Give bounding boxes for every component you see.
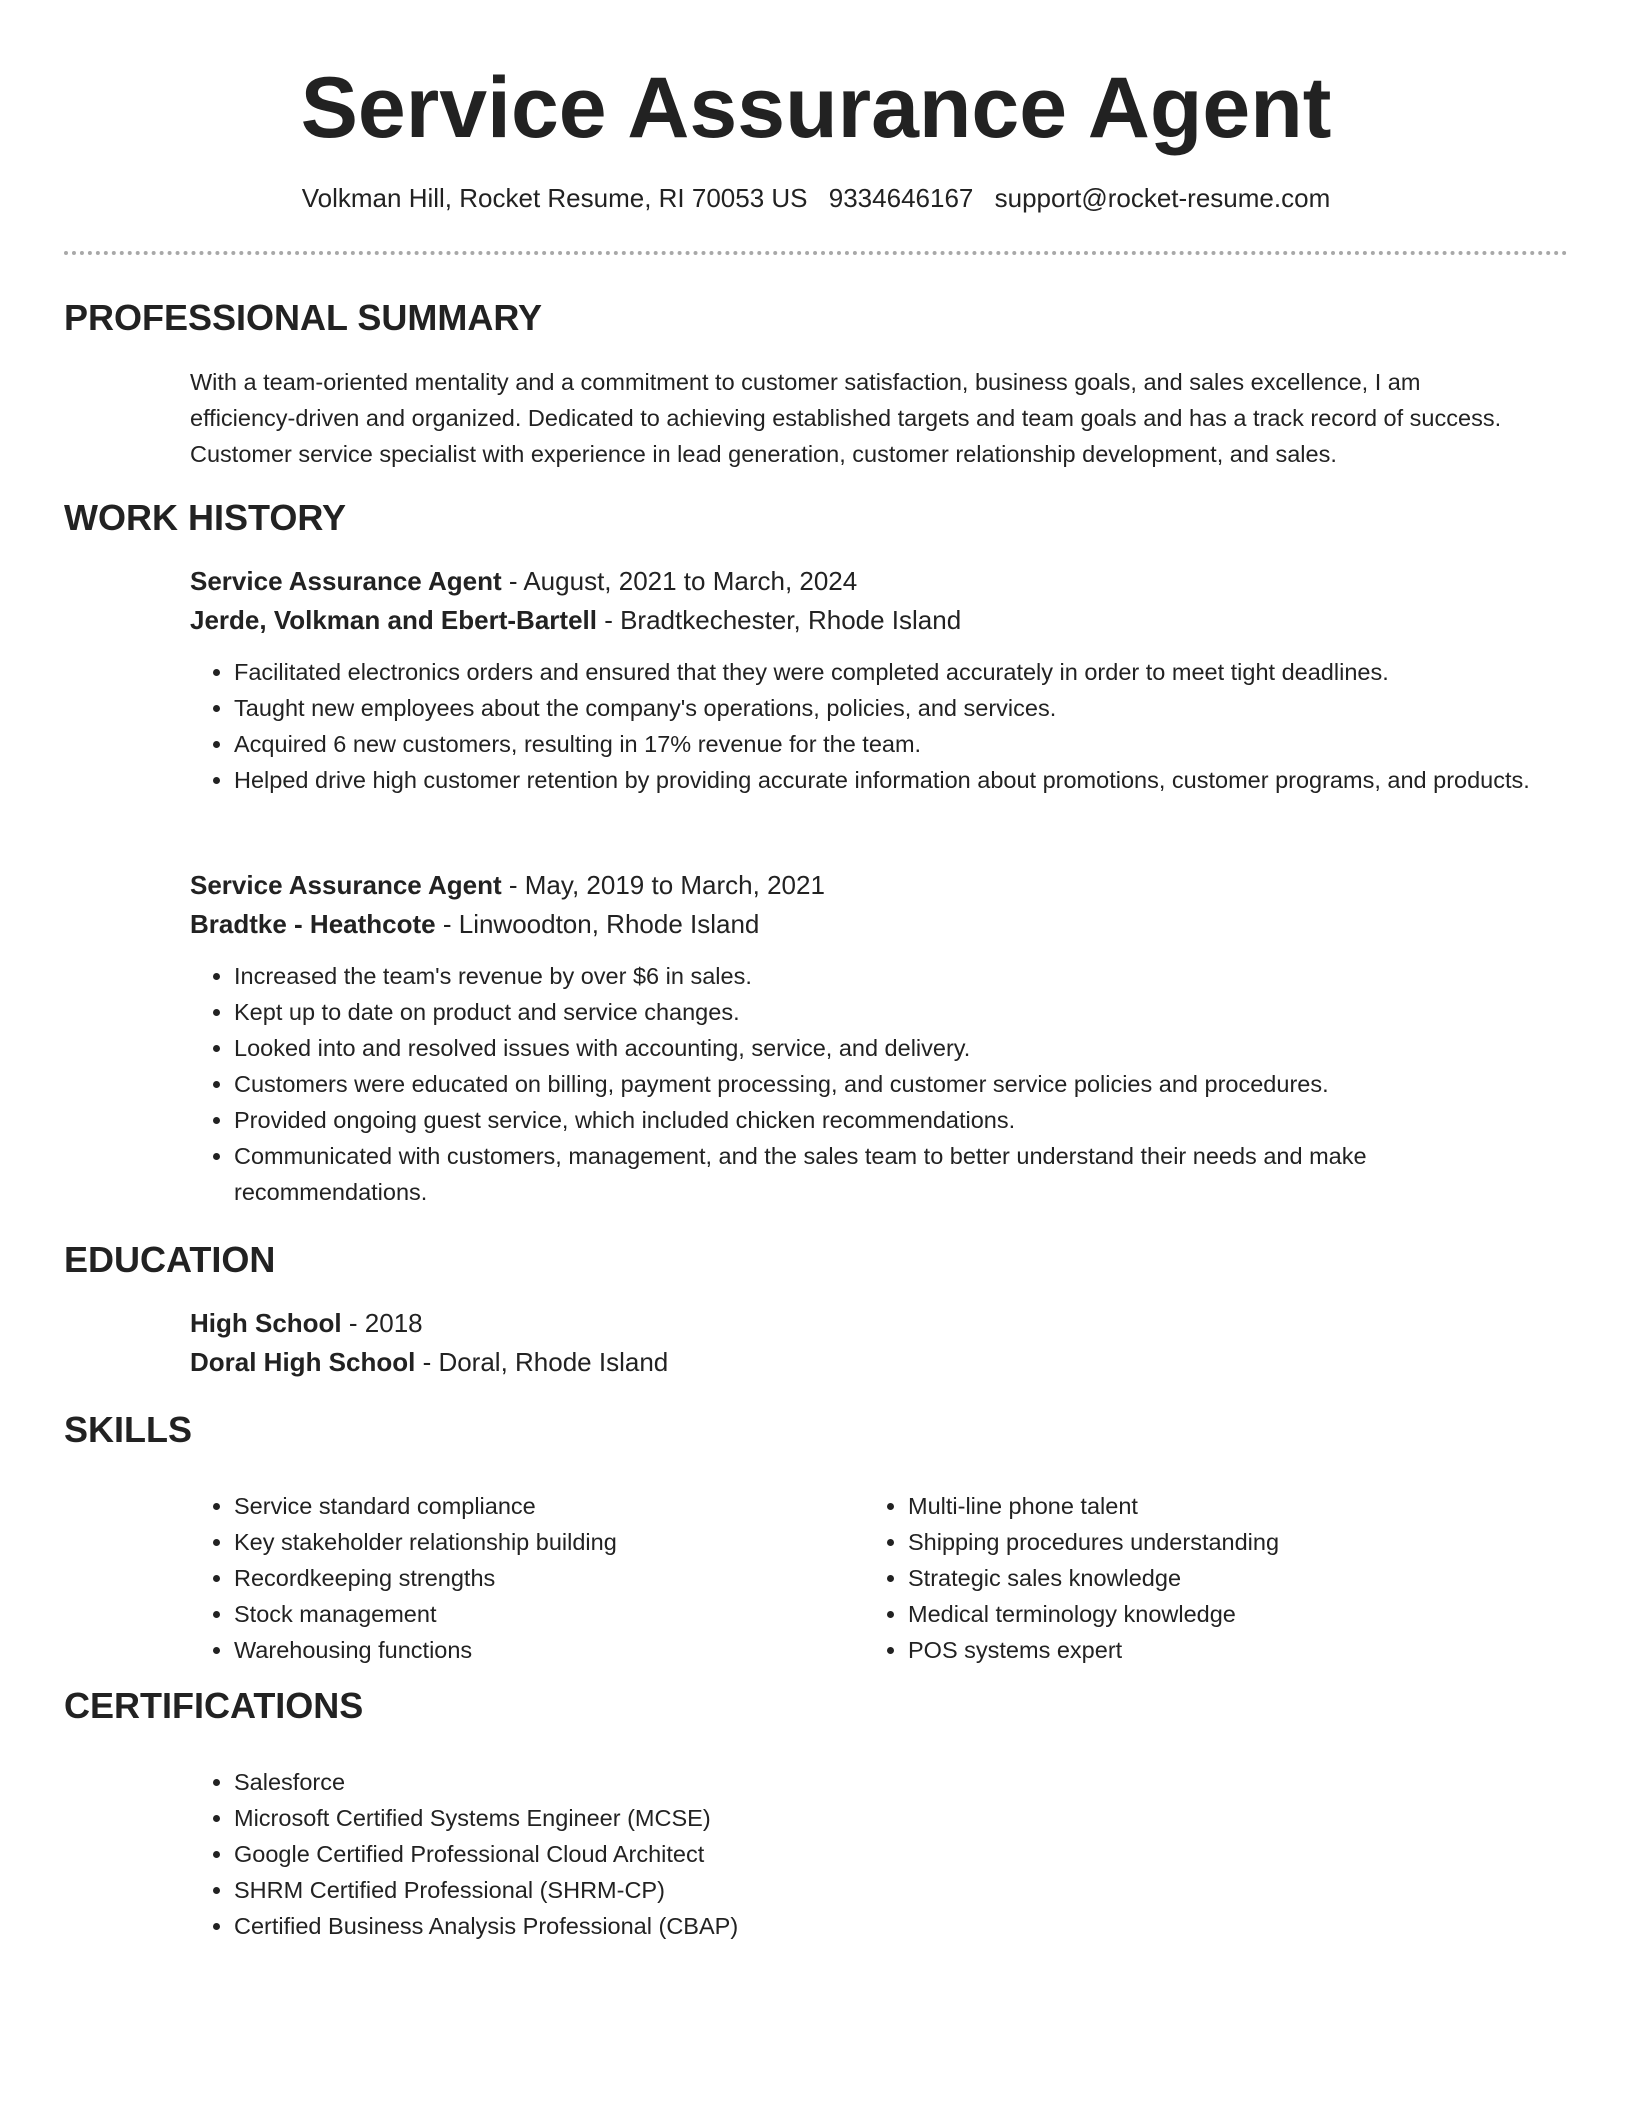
- job-location: - Bradtkechester, Rhode Island: [596, 605, 962, 635]
- education-degree: High School: [190, 1308, 342, 1338]
- education-degree-line: [190, 1304, 1530, 1343]
- certifications-section: [190, 1764, 1530, 1944]
- job-bullet: • Taught new employees about the company's operations, policies, and services.: [234, 690, 1530, 726]
- education-school-line: [190, 1343, 1530, 1382]
- job-bullet: • Provided ongoing guest service, which included chicken recommendations.: [234, 1102, 1530, 1138]
- skill-item: • Warehousing functions: [234, 1632, 826, 1668]
- education-school: Doral High School: [190, 1347, 416, 1377]
- job-bullet: • Communicated with customers, management, and the sales team to better understand their needs and make recommendations.: [234, 1138, 1530, 1210]
- contact-line: [0, 180, 1632, 216]
- skill-item: • Recordkeeping strengths: [234, 1560, 826, 1596]
- skill-item: • Medical terminology knowledge: [908, 1596, 1500, 1632]
- skill-item: • POS systems expert: [908, 1632, 1500, 1668]
- certification-item: • SHRM Certified Professional (SHRM-CP): [234, 1872, 1530, 1908]
- education-year: - 2018: [341, 1308, 423, 1338]
- job-bullet: • Acquired 6 new customers, resulting in 17% revenue for the team.: [234, 726, 1530, 762]
- job-bullets: [190, 958, 1530, 1210]
- email-text: support@rocket-resume.com: [994, 183, 1331, 213]
- certification-item: • Certified Business Analysis Professional (CBAP): [234, 1908, 1530, 1944]
- skill-item: • Stock management: [234, 1596, 826, 1632]
- skill-item: • Strategic sales knowledge: [908, 1560, 1500, 1596]
- skills-list-left: [190, 1488, 826, 1668]
- job-company-line: [190, 601, 1530, 640]
- job-entry: [190, 562, 1530, 798]
- education-location: - Doral, Rhode Island: [415, 1347, 669, 1377]
- job-bullet: • Increased the team's revenue by over $6 in sales.: [234, 958, 1530, 994]
- skills-heading: SKILLS: [64, 1409, 193, 1450]
- work-history-heading: WORK HISTORY: [64, 497, 347, 538]
- job-dates: - August, 2021 to March, 2024: [501, 566, 858, 596]
- phone-text: 9334646167: [828, 183, 974, 213]
- job-bullet: • Customers were educated on billing, payment processing, and customer service policies and procedures.: [234, 1066, 1530, 1102]
- job-bullet: • Looked into and resolved issues with accounting, service, and delivery.: [234, 1030, 1530, 1066]
- job-title-line: [190, 866, 1530, 905]
- skills-list-right: [864, 1488, 1500, 1668]
- skill-item: • Shipping procedures understanding: [908, 1524, 1500, 1560]
- job-entry: [190, 866, 1530, 1210]
- certification-item: • Microsoft Certified Systems Engineer (MCSE): [234, 1800, 1530, 1836]
- skill-item: • Multi-line phone talent: [908, 1488, 1500, 1524]
- education-heading: EDUCATION: [64, 1239, 276, 1280]
- certifications-heading: CERTIFICATIONS: [64, 1685, 364, 1726]
- job-bullet: • Facilitated electronics orders and ensured that they were completed accurately in order to meet tight deadlines.: [234, 654, 1530, 690]
- job-title-line: [190, 562, 1530, 601]
- address-text: Volkman Hill, Rocket Resume, RI 70053 US: [301, 183, 808, 213]
- summary-text: With a team-oriented mentality and a commitment to customer satisfaction, business goals, and sales excellence, I am efficiency-driven and organized. Dedicated to achieving established targets and team goals and has a track record of success. Customer service specialist with experience in lead generation, customer relationship development, and sales.: [190, 369, 1502, 467]
- summary-heading: PROFESSIONAL SUMMARY: [64, 297, 543, 338]
- job-role: Service Assurance Agent: [190, 566, 502, 596]
- certification-item: • Salesforce: [234, 1764, 1530, 1800]
- certification-item: • Google Certified Professional Cloud Architect: [234, 1836, 1530, 1872]
- job-location: - Linwoodton, Rhode Island: [435, 909, 760, 939]
- job-company: Jerde, Volkman and Ebert-Bartell: [190, 605, 597, 635]
- certifications-list: [190, 1764, 1530, 1944]
- job-role: Service Assurance Agent: [190, 870, 502, 900]
- header-divider: [64, 251, 1568, 255]
- skills-columns: [190, 1488, 1570, 1668]
- candidate-name: Service Assurance Agent: [300, 60, 1332, 156]
- job-bullet: • Helped drive high customer retention by providing accurate information about promotions, customer programs, and products.: [234, 762, 1530, 798]
- skill-item: • Service standard compliance: [234, 1488, 826, 1524]
- job-company: Bradtke - Heathcote: [190, 909, 436, 939]
- education-entry: [190, 1304, 1530, 1382]
- skill-item: • Key stakeholder relationship building: [234, 1524, 826, 1560]
- job-bullets: [190, 654, 1530, 798]
- job-bullet: • Kept up to date on product and service changes.: [234, 994, 1530, 1030]
- job-company-line: [190, 905, 1530, 944]
- job-dates: - May, 2019 to March, 2021: [501, 870, 825, 900]
